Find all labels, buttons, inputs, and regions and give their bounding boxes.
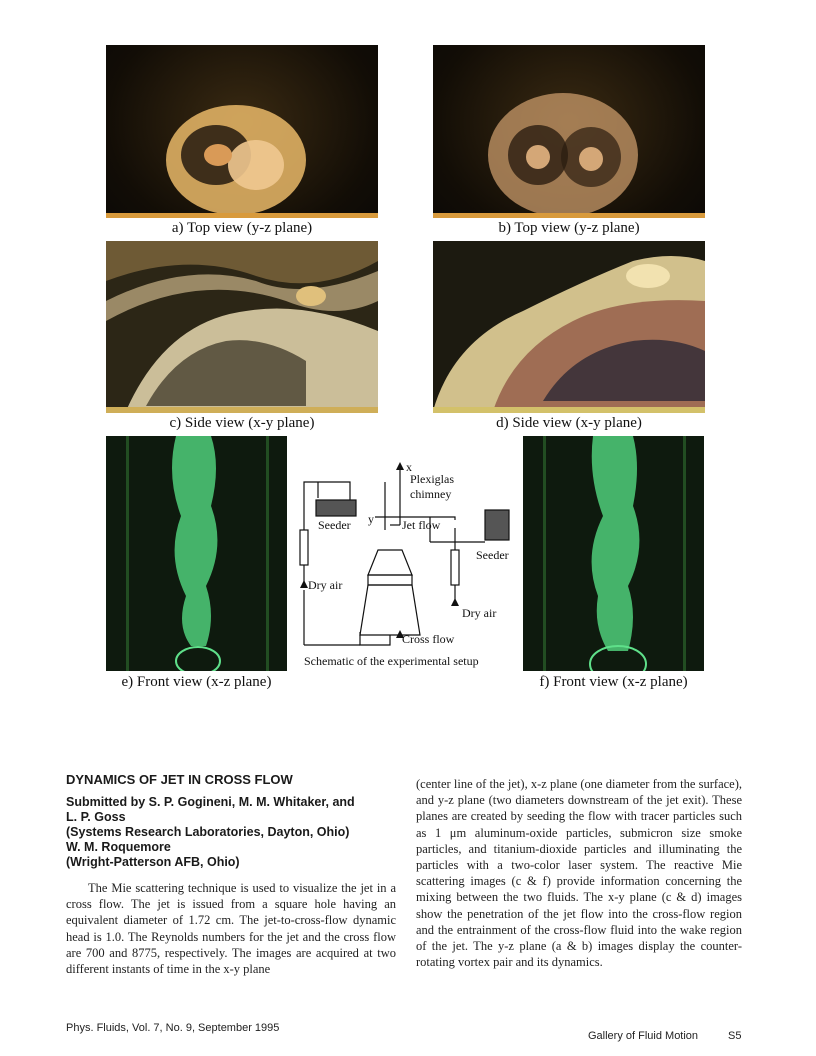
- figure-a-top-view: [106, 45, 378, 238]
- byline-4: W. M. Roquemore: [66, 840, 171, 854]
- figure-d-side-view: [433, 241, 705, 433]
- figure-e-front-view: [106, 436, 287, 693]
- schematic-label-x: x: [406, 460, 412, 474]
- paragraph-left: The Mie scattering technique is used to visualize the jet in a cross flow. The jet is issued from a square hole having an equivalent diameter of 1.72 cm. The jet-to-cross-flow dynamic head is 1.0. The Reynolds numbers for the jet and the cross flow are 700 and 8775, respectively. The images are acquired at two different instants of time in the x-y plane: [66, 881, 396, 977]
- schematic-diagram: [290, 460, 520, 675]
- caption-e: e) Front view (x-z plane): [106, 671, 287, 693]
- schematic-label-seeder-right: Seeder: [476, 548, 509, 562]
- schematic-label-dry-air-left: Dry air: [308, 578, 343, 592]
- caption-d: d) Side view (x-y plane): [433, 413, 705, 433]
- figure-a-image: [106, 45, 378, 238]
- figure-b-image: [433, 45, 705, 238]
- paragraph-right: (center line of the jet), x-z plane (one diameter from the surface), and y-z plane (two diameters downstream of the jet exit). These planes are created by seeding the flow with tracer particles such as 1 μm aluminum-oxide particles, submicron size smoke particles, and titanium-dioxide particles and illuminating the particles with a two-color laser system. The reactive Mie scattering images (c & f) provide information concerning the mixing between the two fluids. The x-y plane (c & d) images show the penetration of the jet flow into the cross-flow region and the entrainment of the cross-flow fluid into the wake region of the jet. The y-z plane (a & b) images display the counter-rotating vortex pair and its dynamics.: [416, 777, 742, 970]
- figure-c-image: [106, 241, 378, 433]
- figure-b-top-view: [433, 45, 705, 238]
- caption-c: c) Side view (x-y plane): [106, 413, 378, 433]
- figure-e-image: [106, 436, 287, 693]
- footer-gallery: Gallery of Fluid Motion: [588, 1030, 699, 1042]
- schematic-caption: Schematic of the experimental setup: [304, 654, 479, 668]
- schematic-label-cross-flow: Cross flow: [402, 632, 455, 646]
- caption-a: a) Top view (y-z plane): [106, 218, 378, 238]
- schematic-label-dry-air-right: Dry air: [462, 606, 497, 620]
- schematic-label-seeder-left: Seeder: [318, 518, 351, 532]
- footer-page-number: S5: [728, 1030, 742, 1042]
- byline-5: (Wright-Patterson AFB, Ohio): [66, 855, 240, 869]
- caption-b: b) Top view (y-z plane): [433, 218, 705, 238]
- caption-f: f) Front view (x-z plane): [523, 671, 704, 693]
- byline-2: L. P. Goss: [66, 810, 126, 824]
- schematic-label-plexiglas: Plexiglas: [410, 472, 454, 486]
- byline-3: (Systems Research Laboratories, Dayton, Ohio): [66, 825, 350, 839]
- figure-f-image: [523, 436, 704, 693]
- article-title: DYNAMICS OF JET IN CROSS FLOW: [66, 772, 293, 787]
- footer-journal: Phys. Fluids, Vol. 7, No. 9, September 1995: [66, 1022, 280, 1034]
- figure-d-image: [433, 241, 705, 433]
- figure-c-side-view: [106, 241, 378, 433]
- schematic-label-y: y: [368, 512, 374, 526]
- schematic-label-jet-flow: Jet flow: [402, 518, 441, 532]
- byline-1: Submitted by S. P. Gogineni, M. M. Whitaker, and: [66, 795, 355, 809]
- figure-f-front-view: [523, 436, 704, 693]
- schematic-label-chimney: chimney: [410, 487, 452, 501]
